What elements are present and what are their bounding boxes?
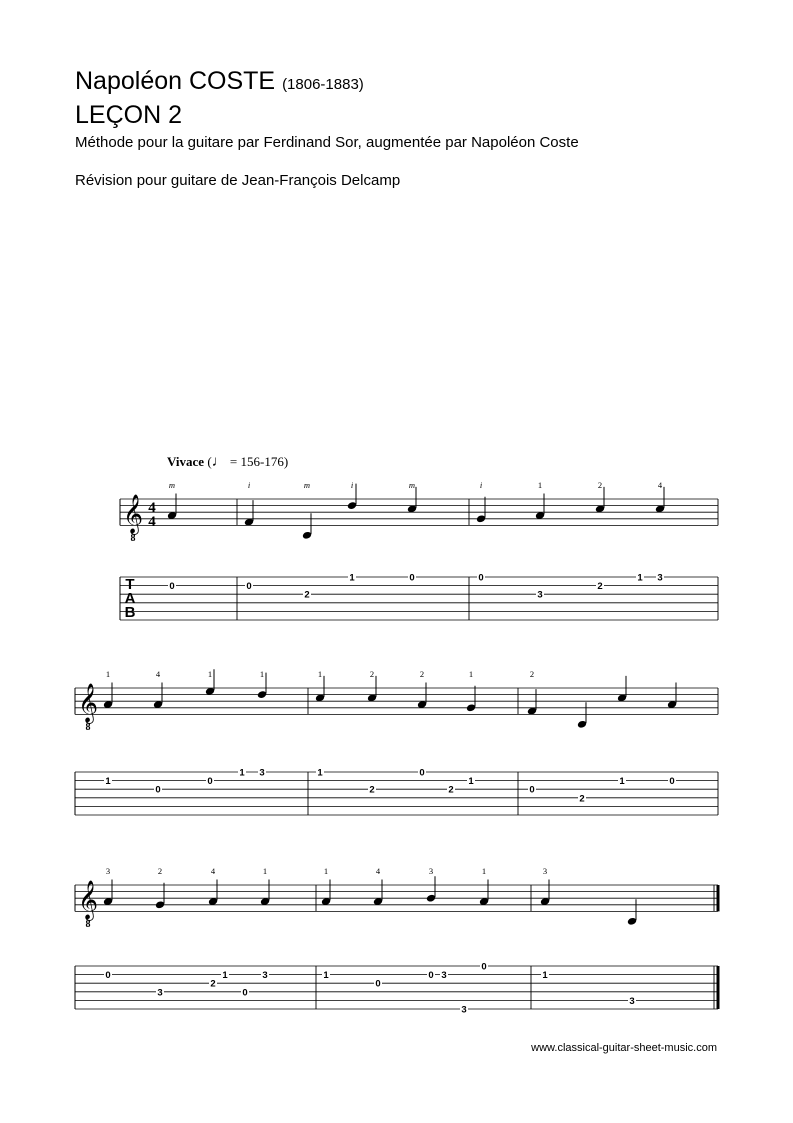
tab-fret-number: 0 xyxy=(207,776,213,788)
time-signature-top: 4 xyxy=(148,500,156,516)
fingering-mark: 4 xyxy=(375,866,381,876)
tab-fret-number: 1 xyxy=(637,572,643,584)
tab-fret-number: 1 xyxy=(542,970,548,982)
tempo-value: = 156-176) xyxy=(229,454,289,469)
fingering-mark: 3 xyxy=(428,866,434,876)
tempo-open-paren: ( xyxy=(207,454,212,469)
tab-fret-number: 2 xyxy=(579,793,585,805)
fingering-mark: 3 xyxy=(542,866,548,876)
tab-fret-number: 0 xyxy=(409,572,415,584)
tab-fret-number: 0 xyxy=(529,784,535,796)
tab-fret-number: 0 xyxy=(419,767,425,779)
tab-fret-number: 2 xyxy=(597,581,603,593)
tab-fret-number: 3 xyxy=(629,995,635,1007)
fingering-mark: 4 xyxy=(657,480,663,490)
clef-octave-mark: 8 xyxy=(85,722,91,733)
tempo-label: Vivace xyxy=(167,454,205,469)
fingering-mark: 2 xyxy=(369,669,375,679)
tab-fret-number: 0 xyxy=(246,581,252,593)
composer-name: Napoléon COSTE xyxy=(75,67,276,95)
treble-clef-icon: 𝄞 xyxy=(77,683,99,723)
tab-fret-number: 1 xyxy=(468,776,474,788)
tab-clef-letter: B xyxy=(124,604,136,621)
tab-clef-letter: T xyxy=(125,576,135,593)
fingering-mark: 1 xyxy=(259,669,265,679)
fingering-mark: 4 xyxy=(210,866,216,876)
tab-fret-number: 0 xyxy=(155,784,161,796)
system-1 xyxy=(120,480,718,621)
tab-fret-number: 0 xyxy=(481,961,487,973)
treble-clef-icon: 𝄞 xyxy=(77,880,99,920)
fingering-mark: 2 xyxy=(529,669,535,679)
clef-octave-mark: 8 xyxy=(130,533,136,544)
tab-fret-number: 1 xyxy=(222,970,228,982)
tab-fret-number: 1 xyxy=(239,767,245,779)
tab-fret-number: 0 xyxy=(478,572,484,584)
system-3 xyxy=(75,866,718,1016)
tab-clef-letter: A xyxy=(124,590,136,607)
fingering-mark: m xyxy=(168,480,176,490)
fingering-mark: m xyxy=(408,480,416,490)
tab-fret-number: 0 xyxy=(242,987,248,999)
revision-credit: Révision pour guitare de Jean-François Delcamp xyxy=(75,172,401,189)
fingering-mark: 2 xyxy=(157,866,163,876)
tab-fret-number: 1 xyxy=(619,776,625,788)
footer-url[interactable]: www.classical-guitar-sheet-music.com xyxy=(531,1042,717,1054)
tab-fret-number: 1 xyxy=(317,767,323,779)
tab-fret-number: 0 xyxy=(105,970,111,982)
tab-fret-number: 1 xyxy=(105,776,111,788)
fingering-mark: 1 xyxy=(207,669,213,679)
tab-fret-number: 0 xyxy=(375,978,381,990)
tab-fret-number: 0 xyxy=(428,970,434,982)
tab-fret-number: 1 xyxy=(349,572,355,584)
fingering-mark: 2 xyxy=(597,480,603,490)
fingering-mark: 1 xyxy=(481,866,487,876)
fingering-mark: m xyxy=(303,480,311,490)
tab-fret-number: 2 xyxy=(210,978,216,990)
treble-clef-icon: 𝄞 xyxy=(122,494,144,534)
tab-fret-number: 3 xyxy=(262,970,268,982)
system-2 xyxy=(75,669,718,815)
tab-fret-number: 2 xyxy=(369,784,375,796)
tab-fret-number: 2 xyxy=(448,784,454,796)
tab-fret-number: 3 xyxy=(157,987,163,999)
method-subtitle: Méthode pour la guitare par Ferdinand Sor, augmentée par Napoléon Coste xyxy=(75,134,579,151)
fingering-mark: i xyxy=(479,480,483,490)
fingering-mark: 1 xyxy=(468,669,474,679)
tab-fret-number: 1 xyxy=(323,970,329,982)
fingering-mark: 1 xyxy=(262,866,268,876)
fingering-mark: 1 xyxy=(317,669,323,679)
tab-fret-number: 3 xyxy=(259,767,265,779)
tab-fret-number: 0 xyxy=(169,581,175,593)
fingering-mark: 1 xyxy=(105,669,111,679)
clef-octave-mark: 8 xyxy=(85,919,91,930)
score-layer xyxy=(75,480,718,1016)
fingering-mark: i xyxy=(247,480,251,490)
tab-fret-number: 2 xyxy=(304,589,310,601)
lesson-title: LEÇON 2 xyxy=(75,101,182,129)
fingering-mark: 4 xyxy=(155,669,161,679)
composer-dates: (1806-1883) xyxy=(282,76,364,93)
time-signature-bottom: 4 xyxy=(148,514,156,530)
quarter-note-icon: ♩ xyxy=(211,454,227,470)
fingering-mark: 1 xyxy=(537,480,543,490)
fingering-mark: 3 xyxy=(105,866,111,876)
tab-fret-number: 3 xyxy=(441,970,447,982)
fingering-mark: 2 xyxy=(419,669,425,679)
tab-fret-number: 0 xyxy=(669,776,675,788)
tab-fret-number: 3 xyxy=(657,572,663,584)
tab-fret-number: 3 xyxy=(461,1004,467,1016)
tab-fret-number: 3 xyxy=(537,589,543,601)
fingering-mark: 1 xyxy=(323,866,329,876)
fingering-mark: i xyxy=(350,480,354,490)
